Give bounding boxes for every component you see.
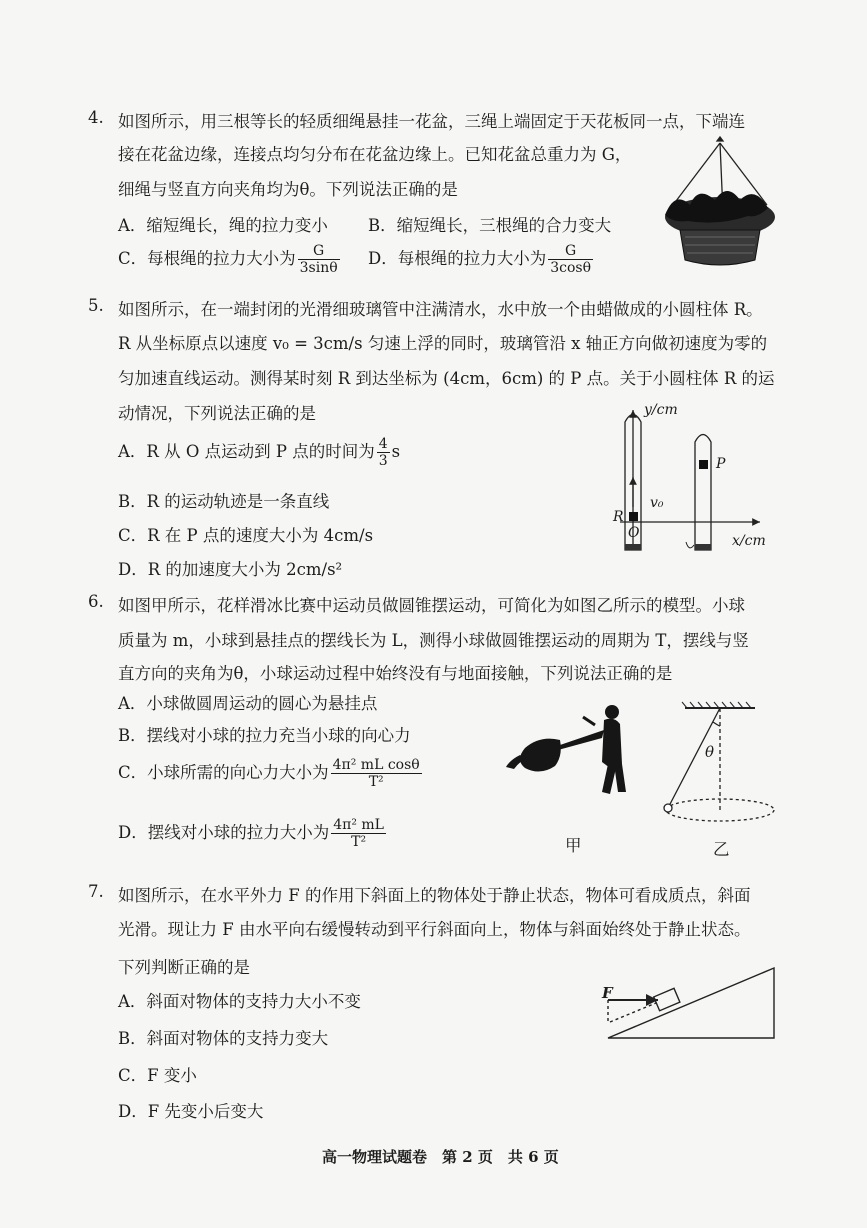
- q7-option-a: A．斜面对物体的支持力大小不变: [118, 992, 361, 1011]
- q7-option-d: D．F 先变小后变大: [118, 1102, 264, 1121]
- fig-a-caption: 甲: [565, 836, 582, 855]
- q6-option-d-fraction: $\frac{\text{4π² mL}}{\text{T²}}$: [333, 817, 384, 851]
- q5-option-a: A．R 从 O 点运动到 P 点的时间为 $\frac{4}{3}$ s: [118, 436, 401, 470]
- fig-b-caption: 乙: [713, 840, 730, 859]
- q5-stem-line4: 动情况，下列说法正确的是: [118, 404, 316, 423]
- q5-option-c: C．R 在 P 点的速度大小为 4cm/s: [118, 526, 374, 545]
- q4-stem-line1: 如图所示，用三根等长的轻质细绳悬挂一花盆，三绳上端固定于天花板同一点，下端连: [118, 112, 745, 131]
- q7-stem-line1: 如图所示，在水平外力 F 的作用下斜面上的物体处于静止状态，物体可看成质点，斜面: [118, 886, 751, 905]
- q6-option-c: C．小球所需的向心力大小为 $\frac{\text{4π² mL cosθ}}{\text{T²}}$: [118, 757, 420, 791]
- q7-option-b: B．斜面对物体的支持力变大: [118, 1029, 329, 1048]
- q7-stem-line2: 光滑。现让力 F 由水平向右缓慢转动到平行斜面向上，物体与斜面始终处于静止状态。: [118, 920, 751, 939]
- q4-option-a: A．缩短绳长，绳的拉力变小: [118, 216, 328, 235]
- q7-stem-line3: 下列判断正确的是: [118, 958, 250, 977]
- v0-label: v₀: [650, 495, 664, 511]
- q6-option-d: D．摆线对小球的拉力大小为 $\frac{\text{4π² mL}}{\text{T²}}$: [118, 817, 384, 851]
- q6-option-b: B．摆线对小球的拉力充当小球的向心力: [118, 726, 411, 745]
- x-axis-label: x/cm: [732, 533, 766, 549]
- q5-stem-line3: 匀加速直线运动。测得某时刻 R 到达坐标为 (4cm，6cm) 的 P 点。关于小圆柱体 R 的运: [118, 369, 775, 388]
- q4-stem-line3: 细绳与竖直方向夹角均为θ。下列说法正确的是: [118, 180, 458, 199]
- q5-option-d: D．R 的加速度大小为 2cm/s²: [118, 560, 343, 579]
- q6-option-a: A．小球做圆周运动的圆心为悬挂点: [118, 694, 378, 713]
- page-footer: 高一物理试题卷 第 2 页 共 6 页: [322, 1148, 559, 1166]
- origin-label: O: [628, 525, 640, 541]
- q4-option-c: C．每根绳的拉力大小为 $\frac{G}{3\sin\theta}$: [118, 243, 338, 277]
- q4-option-c-fraction: $\frac{G}{3\sin\theta}$: [299, 243, 338, 277]
- q6-stem-line2: 质量为 m，小球到悬挂点的摆线长为 L，测得小球做圆锥摆运动的周期为 T，摆线与竖: [118, 631, 749, 650]
- q6-number: 6.: [88, 592, 104, 611]
- q7-option-c: C．F 变小: [118, 1066, 197, 1085]
- p-point-label: P: [716, 456, 726, 472]
- r-label: R: [613, 509, 624, 525]
- q5-stem-line2: R 从坐标原点以速度 v₀ = 3cm/s 匀速上浮的同时，玻璃管沿 x 轴正方向做初速度为零的: [118, 334, 768, 353]
- q4-option-d: D．每根绳的拉力大小为 $\frac{G}{3\cos\theta}$: [368, 243, 592, 277]
- conical-pendulum-figure: [655, 700, 795, 830]
- q7-number: 7.: [88, 882, 104, 901]
- q5-option-a-fraction: $\frac{4}{3}$: [378, 436, 388, 470]
- q6-stem-line1: 如图甲所示，花样滑冰比赛中运动员做圆锥摆运动，可简化为如图乙所示的模型。小球: [118, 596, 745, 615]
- q4-stem-line2: 接在花盆边缘，连接点均匀分布在花盆边缘上。已知花盆总重力为 G，: [118, 145, 632, 164]
- q4-option-d-fraction: $\frac{G}{3\cos\theta}$: [550, 243, 592, 277]
- force-label: F: [602, 984, 613, 1002]
- q6-stem-line3: 直方向的夹角为θ，小球运动过程中始终没有与地面接触，下列说法正确的是: [118, 664, 673, 683]
- q6-option-c-fraction: $\frac{\text{4π² mL cosθ}}{\text{T²}}$: [332, 757, 420, 791]
- flower-pot-figure: [655, 135, 785, 275]
- incline-figure: [598, 960, 783, 1045]
- q5-number: 5.: [88, 296, 104, 315]
- q5-stem-line1: 如图所示，在一端封闭的光滑细玻璃管中注满清水，水中放一个由蜡做成的小圆柱体 R。: [118, 300, 763, 319]
- q5-option-b: B．R 的运动轨迹是一条直线: [118, 492, 330, 511]
- theta-label: θ: [705, 743, 715, 761]
- q4-option-b: B．缩短绳长，三根绳的合力变大: [368, 216, 612, 235]
- q4-number: 4.: [88, 108, 104, 127]
- y-axis-label: y/cm: [644, 402, 678, 418]
- skater-photo: [500, 700, 640, 805]
